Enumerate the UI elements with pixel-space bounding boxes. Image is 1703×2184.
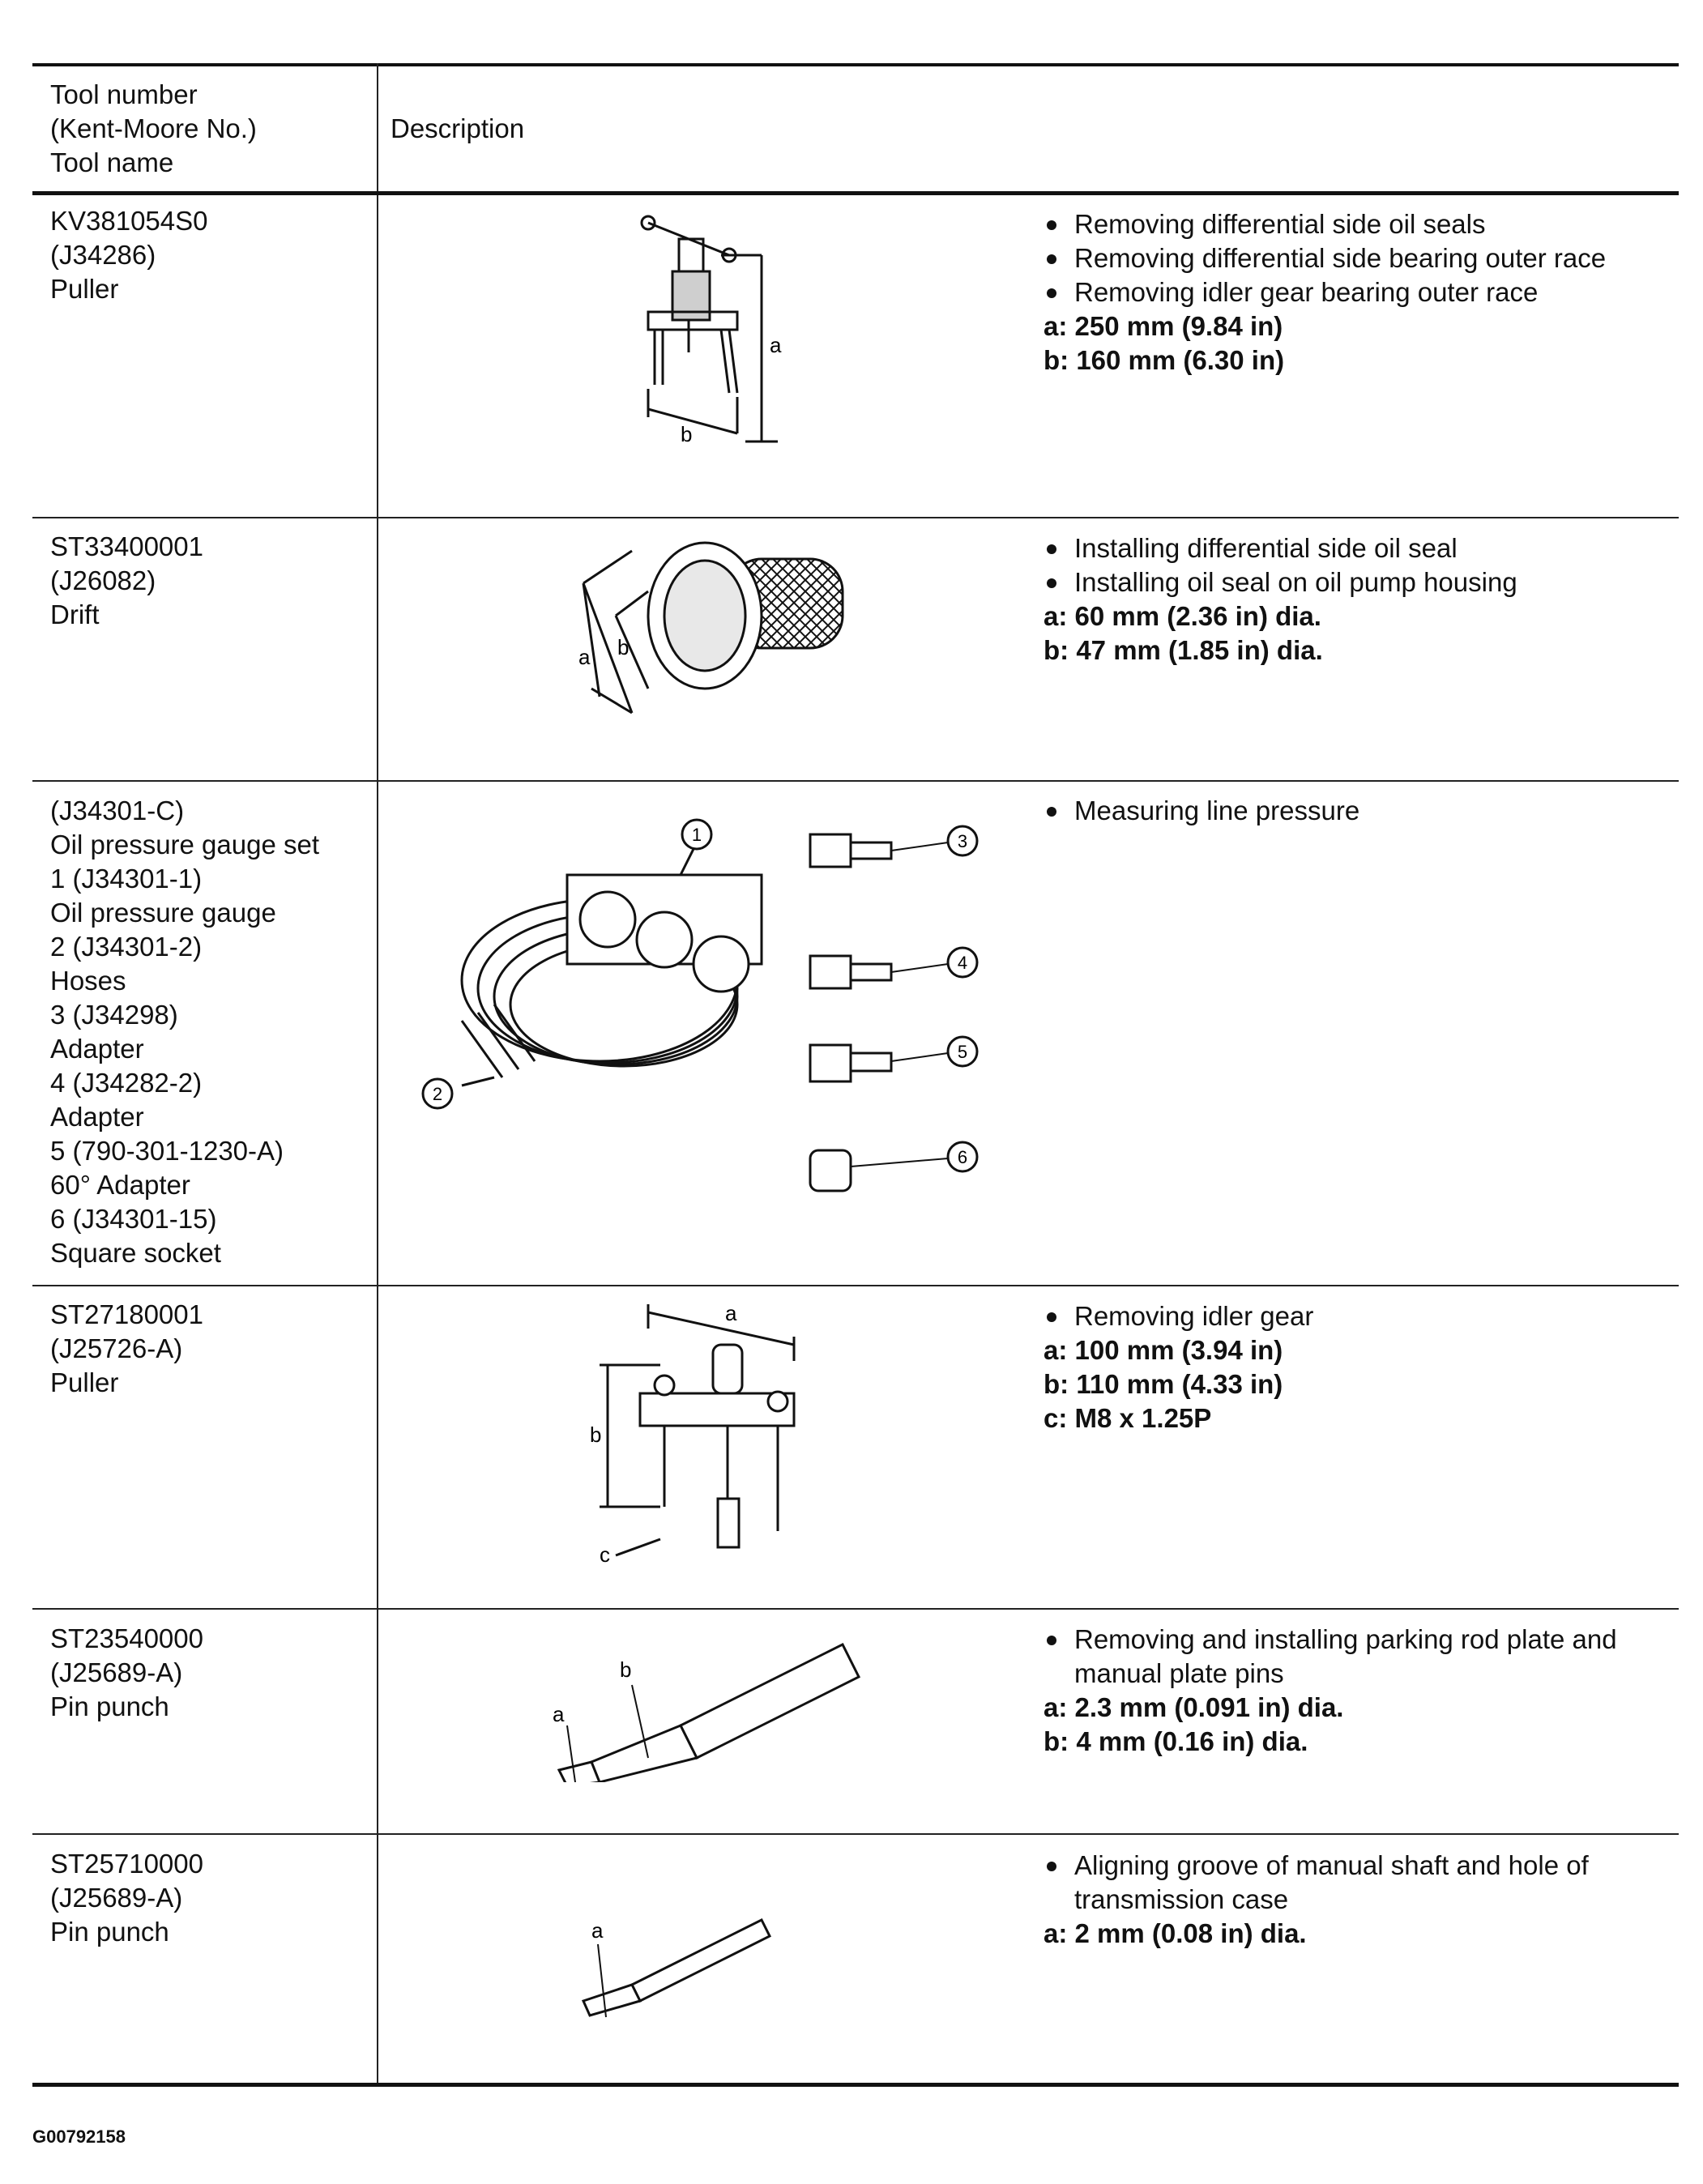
tool-3-name: (J34301-C) Oil pressure gauge set 1 (J34301-1) Oil pressure gauge 2 (J34301-2) Hoses 3 (J34298) Adapter 4 (J34282-2) Adapter 5 (790-301-1230-A) 60° Adapter 6 (J34301-15) Square socket [50,796,320,1268]
row-rule-1 [32,517,1679,518]
spec-b: b: 110 mm (4.33 in) [1044,1369,1283,1399]
spec-a: a: 60 mm (2.36 in) dia. [1044,601,1321,631]
row-rule-5 [32,1833,1679,1835]
tool-2-description [1044,531,1517,668]
dimension-label-c: c [600,1542,610,1567]
spec-a: a: 250 mm (9.84 in) [1044,311,1283,341]
spec-b: b: 4 mm (0.16 in) dia. [1044,1726,1308,1756]
tool-5-name: ST23540000 (J25689-A) Pin punch [50,1623,203,1721]
tool-6-description [1044,1849,1659,1951]
dimension-label-a: a [591,1918,604,1943]
idler-gear-puller-illustration [583,1296,826,1580]
tool-2-name: ST33400001 (J26082) Drift [50,531,203,629]
table-bottom-rule [32,2083,1679,2087]
dimension-label-b: b [590,1423,602,1447]
table-top-rule [32,63,1679,66]
list-item: Aligning groove of manual shaft and hole of transmission case [1044,1849,1659,1917]
header-tool-column: Tool number (Kent-Moore No.) Tool name [50,79,257,177]
callout-2: 2 [432,1084,443,1104]
pin-punch-illustration-2 [567,1879,794,2025]
tool-4-name: ST27180001 (J25726-A) Puller [50,1299,203,1397]
list-item: Measuring line pressure [1044,794,1359,828]
list-item: Removing differential side oil seals [1044,207,1606,241]
list-item: Removing and installing parking rod plate and manual plate pins [1044,1623,1659,1691]
header-rule [32,191,1679,195]
document-code: G00792158 [32,2126,126,2147]
list-item: Removing idler gear bearing outer race [1044,275,1606,309]
dimension-label-b: b [620,1657,632,1682]
tool-6-name: ST25710000 (J25689-A) Pin punch [50,1849,203,1947]
column-divider [377,63,378,2083]
callout-3: 3 [957,831,968,851]
list-item: Installing differential side oil seal [1044,531,1517,565]
dimension-label-a: a [770,333,782,357]
tool-1-description [1044,207,1606,378]
puller-illustration [616,207,826,466]
list-item: Removing idler gear [1044,1299,1313,1333]
tool-5-description [1044,1623,1659,1759]
tool-4-description [1044,1299,1313,1435]
row-rule-3 [32,1285,1679,1286]
tool-1-name: KV381054S0 (J34286) Puller [50,206,208,304]
row-rule-4 [32,1608,1679,1610]
spec-a: a: 2.3 mm (0.091 in) dia. [1044,1692,1344,1722]
pin-punch-illustration-1 [543,1620,867,1782]
callout-4: 4 [957,953,968,973]
list-item: Removing differential side bearing outer race [1044,241,1606,275]
spec-b: b: 160 mm (6.30 in) [1044,345,1285,375]
row-rule-2 [32,780,1679,782]
dimension-label-b: b [681,422,693,446]
dimension-label-a: a [725,1301,737,1325]
drift-illustration [567,535,859,729]
spec-c: c: M8 x 1.25P [1044,1403,1212,1433]
spec-b: b: 47 mm (1.85 in) dia. [1044,635,1323,665]
list-item: Installing oil seal on oil pump housing [1044,565,1517,599]
callout-1: 1 [691,825,702,845]
oil-pressure-gauge-set-illustration [413,810,997,1215]
callout-5: 5 [957,1042,968,1062]
spec-a: a: 2 mm (0.08 in) dia. [1044,1918,1307,1948]
header-description-column: Description [391,113,525,143]
callout-6: 6 [957,1147,968,1167]
dimension-label-a: a [553,1702,565,1726]
dimension-label-a: a [578,645,591,669]
spec-a: a: 100 mm (3.94 in) [1044,1335,1283,1365]
dimension-label-b: b [617,635,630,659]
tool-3-description [1044,794,1359,828]
